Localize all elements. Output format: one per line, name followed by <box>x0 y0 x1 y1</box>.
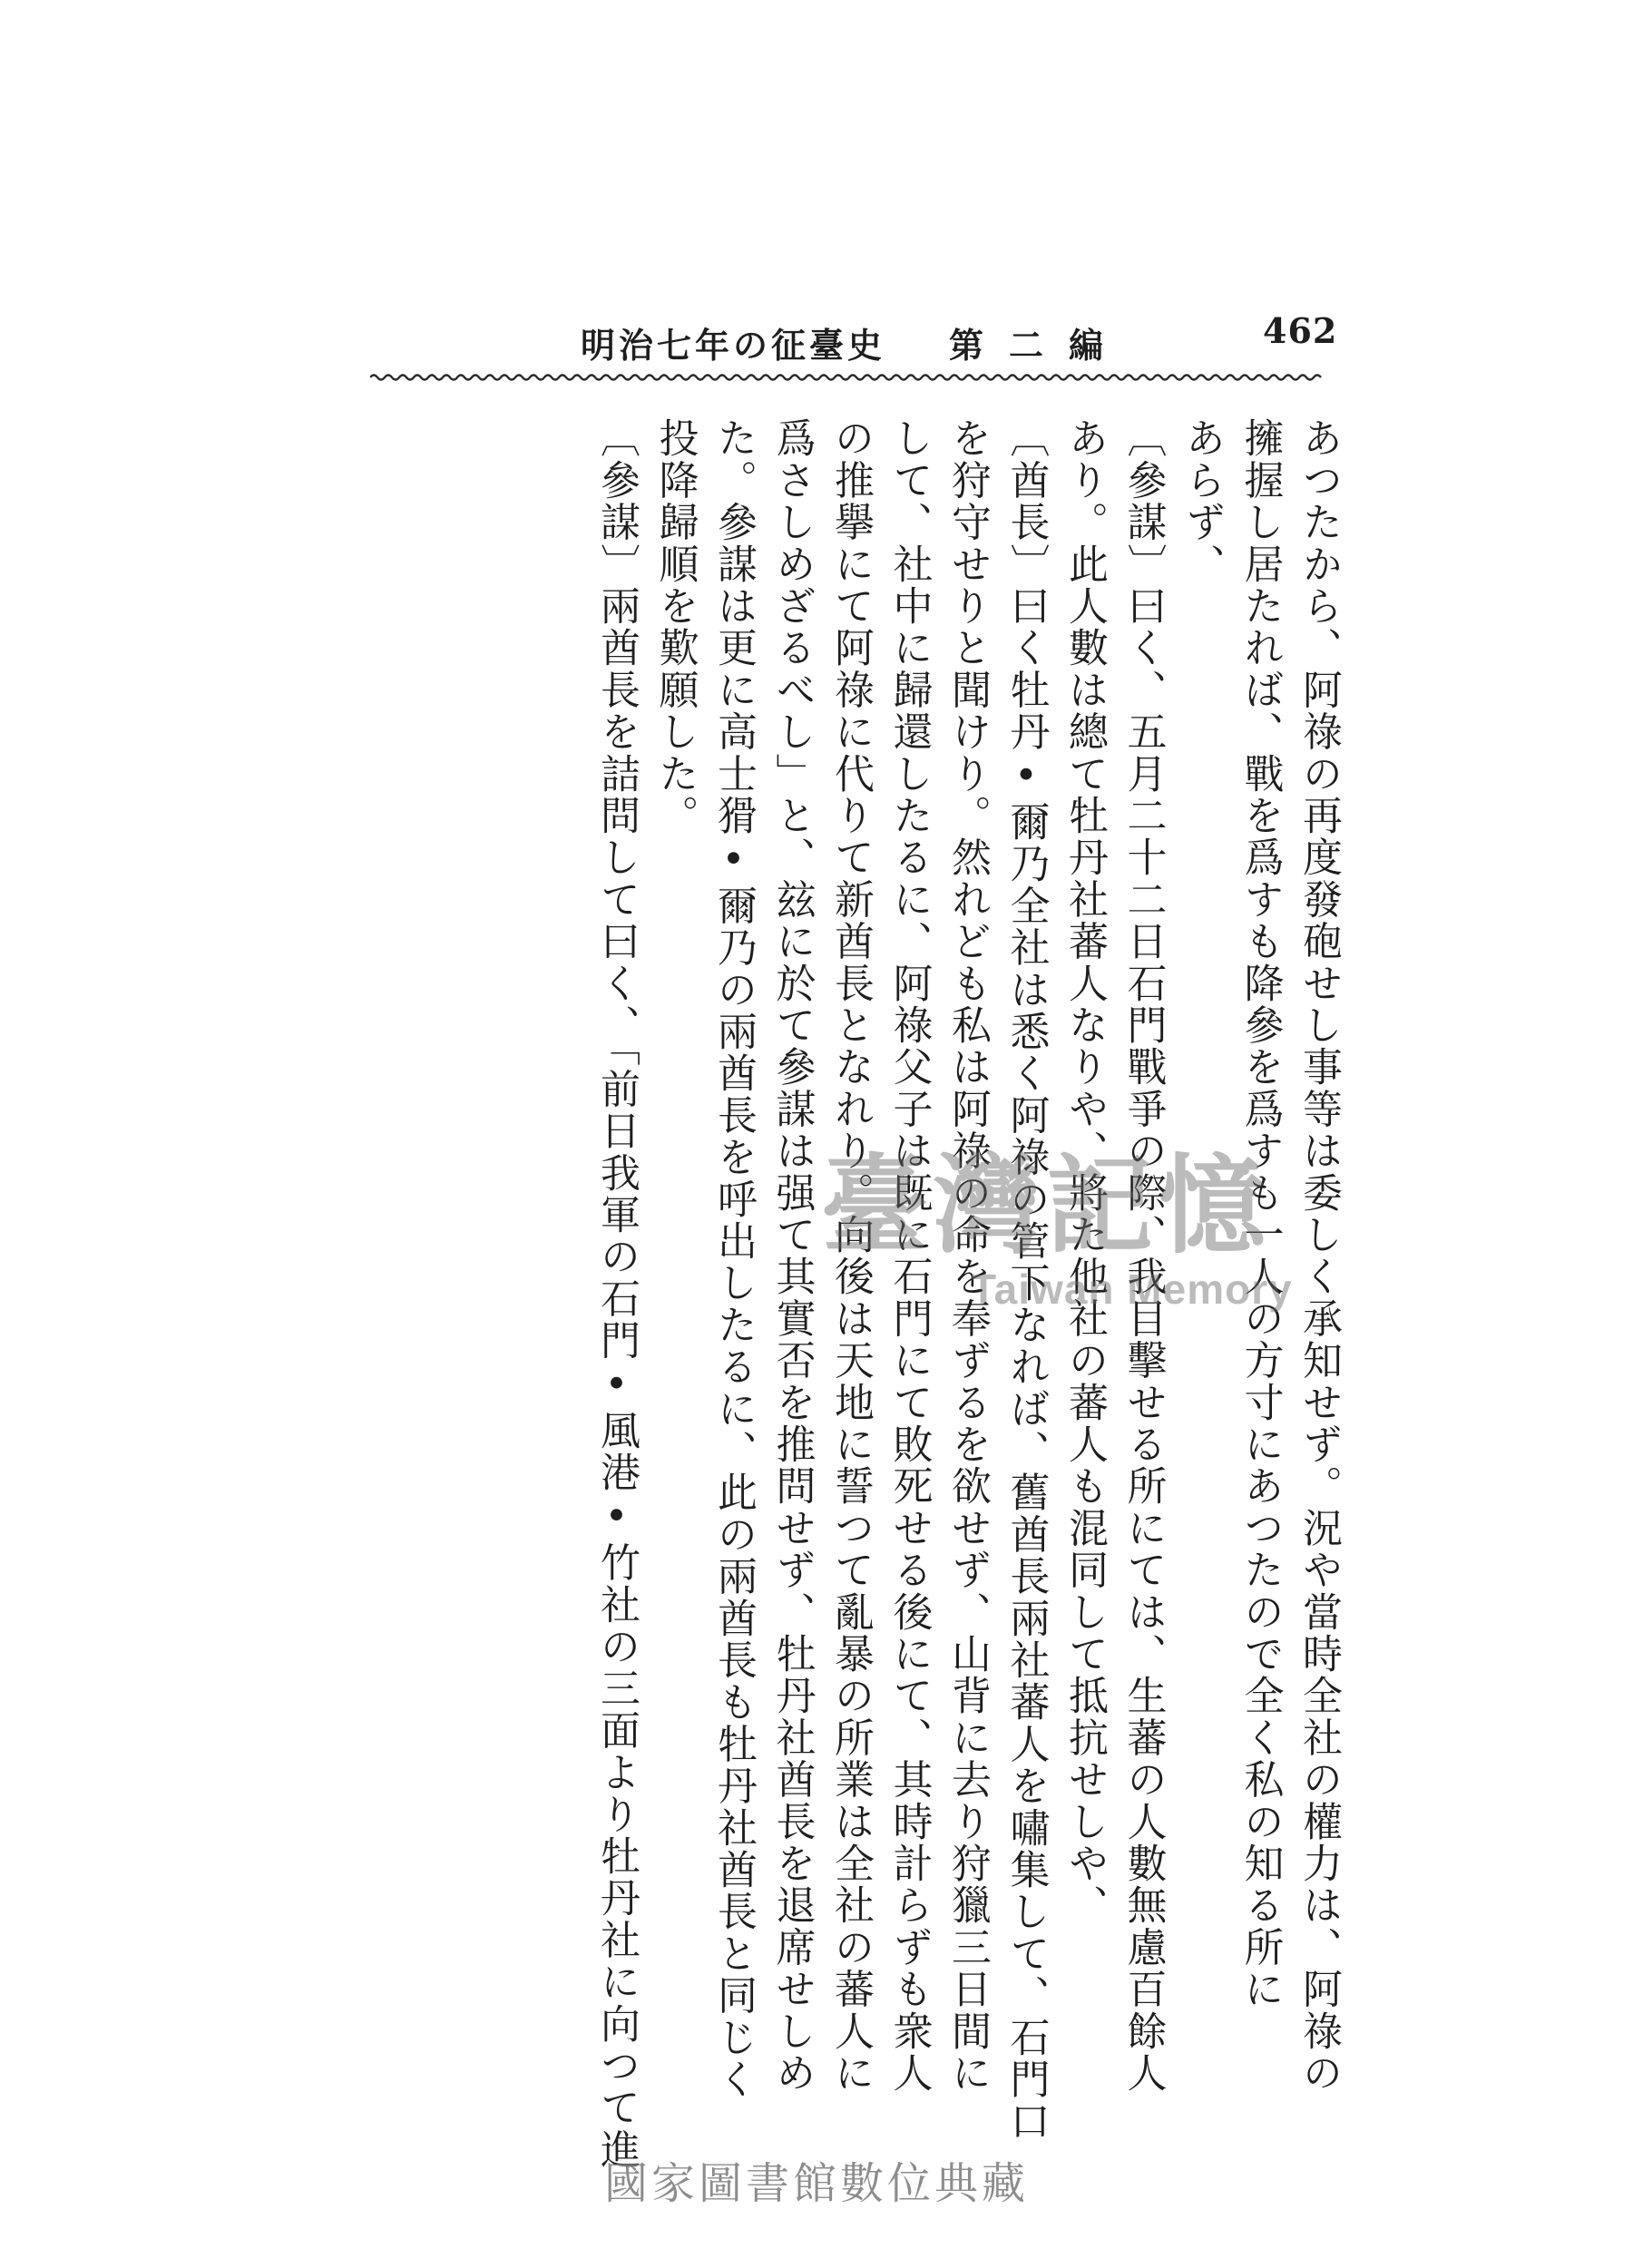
text-line: 爲さしめざるべし」と、玆に於て參謀は强て其實否を推問せず、牡丹社酋長を退席せしめ <box>768 417 816 2094</box>
text-line: して、社中に歸還したるに、阿祿父子は既に石門にて敗死せる後にて、其時計らずも衆人 <box>885 417 933 2094</box>
text-line: を狩守せりと聞けり。然れども私は阿祿の命を奉ずるを欲せず、山背に去り狩獵三日間に <box>944 417 991 2094</box>
part-label: 第二編 <box>949 325 1129 366</box>
text-line: 擁握し居たれば、戰を爲すも降參を爲すも一人の方寸にあつたので全く私の知る所に <box>1237 417 1284 2010</box>
watermark-seal-text: 臺灣記憶 <box>821 1142 1272 1268</box>
header-wavy-rule <box>370 372 1335 383</box>
text-line: 〔酋長〕曰く牡丹•爾乃全社は悉く阿祿の管下なれば、舊酋長兩社蕃人を嘯集して、石門口 <box>1002 417 1050 2143</box>
body-text-block <box>358 417 1347 2171</box>
watermark-latin-text: Taiwan Memory <box>971 1266 1293 1313</box>
text-line: た。參謀は更に高士猾•爾乃の兩酋長を呼出したるに、此の兩酋長も牡丹社酋長と同じく <box>710 417 757 2100</box>
page-number: 462 <box>1263 310 1338 351</box>
running-head <box>581 318 1129 367</box>
text-line: あらず、 <box>1178 417 1225 585</box>
text-line: あり。此人數は總て牡丹社蕃人なりや、將た他社の蕃人も混同して抵抗せしや、 <box>1061 417 1108 1927</box>
text-line: 投降歸順を歎願した。 <box>651 417 699 836</box>
book-title: 明治七年の征臺史 <box>581 325 886 366</box>
text-line: 〔參謀〕兩酋長を詰問して曰く、「前日我軍の石門•風港•竹社の三面より牡丹社に向つて進 <box>593 417 640 2171</box>
text-line: あつたから、阿祿の再度發砲せし事等は委しく承知せず。況や當時全社の權力は、阿祿の <box>1296 417 1342 2094</box>
text-line: 〔參謀〕曰く、五月二十二日石門戰爭の際、我目擊せる所にては、生蕃の人數無慮百餘人 <box>1120 417 1167 2094</box>
footer-credit: 國家圖書館數位典藏 <box>603 2158 1029 2209</box>
text-line: の推擧にて阿祿に代りて新酋長となれり。向後は天地に誓つて亂暴の所業は全社の蕃人に <box>827 417 874 2094</box>
